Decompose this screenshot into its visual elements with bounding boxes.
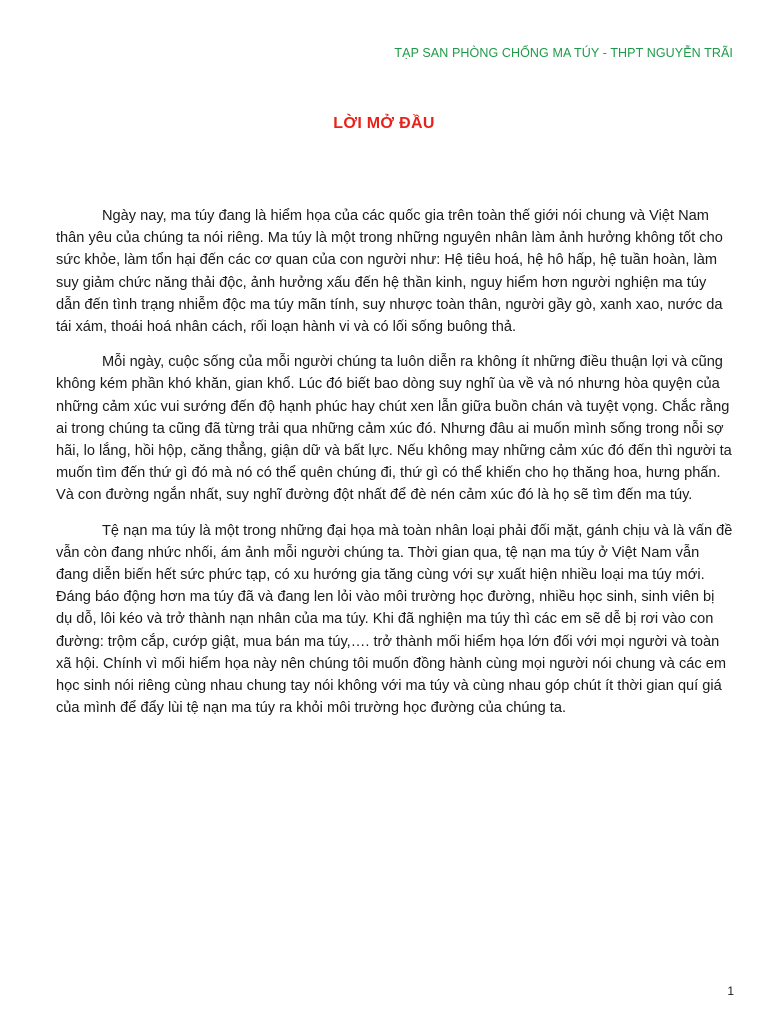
paragraph-1: Ngày nay, ma túy đang là hiểm họa của các quốc gia trên toàn thế giới nói chung và Việt Nam thân yêu của chúng ta nói riêng. Ma túy là một trong những nguyên nhân làm ảnh hưởng không tốt cho sức khỏe, làm tổn hại đến các cơ quan của con người như: Hệ tiêu hoá, hệ hô hấp, hệ tuần hoàn, làm suy giảm chức năng thải độc, ảnh hưởng xấu đến hệ thần kinh, nguy hiểm hơn người nghiện ma túy dẫn đến tình trạng nhiễm độc ma túy mãn tính, suy nhược toàn thân, người gầy gò, xanh xao, nước da tái xám, thoái hoá nhân cách, rối loạn hành vi và có lối sống buông thả. bbox=[56, 208, 723, 336]
paragraph-3: Tệ nạn ma túy là một trong những đại họa mà toàn nhân loại phải đối mặt, gánh chịu và là vấn đề vẫn còn đang nhức nhối, ám ảnh mỗi người chúng ta. Thời gian qua, tệ nạn ma túy ở Việt Nam vẫn đang diễn biến hết sức phức tạp, có xu hướng gia tăng cùng với sự xuất hiện nhiều loại ma túy mới. Đáng báo động hơn ma túy đã và đang len lỏi vào môi trường học đường, nhiều học sinh, sinh viên bị dụ dỗ, lôi kéo và trở thành nạn nhân của ma túy. Khi đã nghiện ma túy thì các em sẽ dễ bị rơi vào con đường: trộm cắp, cướp giật, mua bán ma túy,…. trở thành mối hiểm họa lớn đối với mọi người và toàn xã hội. Chính vì mối hiểm họa này nên chúng tôi muốn đồng hành cùng mọi người nói chung và các em học sinh nói riêng cùng nhau chung tay nói không với ma túy và cùng nhau góp chút ít thời gian quí giá của mình để đẩy lùi tệ nạn ma túy ra khỏi môi trường học đường của chúng ta. bbox=[56, 522, 733, 717]
document-title: LỜI MỞ ĐẦU bbox=[333, 115, 435, 132]
running-header: TẠP SAN PHÒNG CHỐNG MA TÚY - THPT NGUYỄN TRÃI bbox=[394, 46, 733, 60]
page-number: 1 bbox=[727, 984, 734, 998]
document-body bbox=[56, 205, 734, 732]
paragraph-2: Mỗi ngày, cuộc sống của mỗi người chúng ta luôn diễn ra không ít những điều thuận lợi và cũng không kém phần khó khăn, gian khổ. Lúc đó biết bao dòng suy nghĩ ùa về và nó nhưng hòa quyện của những cảm xúc vui sướng đến độ hạnh phúc hay chút xen lẫn giữa buồn chán và tuyệt vọng. Chắc rằng ai trong chúng ta cũng đã từng trải qua những cảm xúc đó. Nhưng đâu ai muốn mình sống trong nỗi sợ hãi, lo lắng, hồi hộp, căng thẳng, giận dữ và bất lực. Nếu không may những cảm xúc đó đến thì người ta muốn tìm đến thứ gì đó mà nó có thể quên chúng đi, thứ gì có thể khiến cho họ thăng hoa, hưng phấn. Và con đường ngắn nhất, suy nghĩ đường đột nhất để đè nén cảm xúc đó là họ sẽ tìm đến ma túy. bbox=[56, 354, 732, 504]
